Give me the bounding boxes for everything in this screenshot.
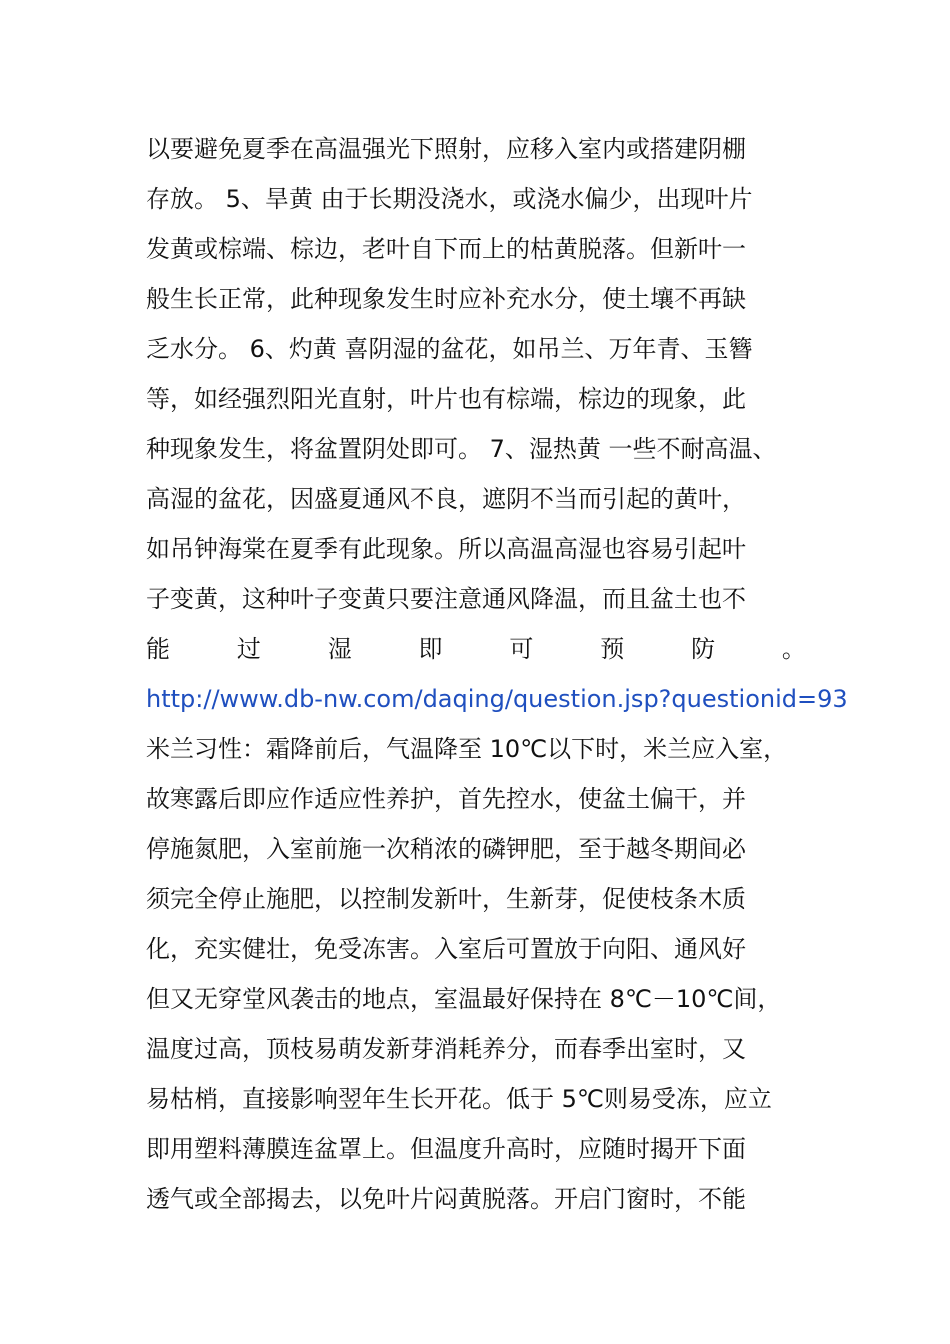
- spread-char: 。: [781, 635, 806, 663]
- spread-text-line: [146, 624, 806, 674]
- text-line: 子变黄，这种叶子变黄只要注意通风降温，而且盆土也不: [146, 585, 746, 613]
- text-line: 种现象发生，将盆置阴处即可。 7、湿热黄 一些不耐高温、: [146, 435, 777, 463]
- text-line: 米兰习性：霜降前后，气温降至 10℃以下时，米兰应入室，: [146, 735, 788, 763]
- text-line: 温度过高，顶枝易萌发新芽消耗养分，而春季出室时，又: [146, 1035, 746, 1063]
- text-line: 等，如经强烈阳光直射，叶片也有棕端，棕边的现象，此: [146, 385, 746, 413]
- text-line: 以要避免夏季在高温强光下照射，应移入室内或搭建阴棚: [146, 135, 746, 163]
- text-line: 故寒露后即应作适应性养护，首先控水，使盆土偏干，并: [146, 785, 746, 813]
- spread-char: 可: [509, 635, 534, 663]
- text-line: 般生长正常，此种现象发生时应补充水分，使土壤不再缺: [146, 285, 746, 313]
- text-line: 发黄或棕端、棕边，老叶自下而上的枯黄脱落。但新叶一: [146, 235, 746, 263]
- document-page: [146, 124, 848, 1224]
- spread-char: 防: [691, 635, 716, 663]
- source-url-link[interactable]: http://www.db-nw.com/daqing/question.jsp?questionid=93: [146, 685, 848, 713]
- text-line: 但又无穿堂风袭击的地点，室温最好保持在 8℃－10℃间，: [146, 985, 782, 1013]
- text-line: 化，充实健壮，免受冻害。入室后可置放于向阳、通风好: [146, 935, 746, 963]
- text-line: 高湿的盆花，因盛夏通风不良，遮阴不当而引起的黄叶，: [146, 485, 746, 513]
- text-line: 乏水分。 6、灼黄 喜阴湿的盆花，如吊兰、万年青、玉簪: [146, 335, 753, 363]
- text-line: 易枯梢，直接影响翌年生长开花。低于 5℃则易受冻，应立: [146, 1085, 772, 1113]
- spread-char: 过: [236, 635, 261, 663]
- text-line: 停施氮肥，入室前施一次稍浓的磷钾肥，至于越冬期间必: [146, 835, 746, 863]
- text-line: 须完全停止施肥，以控制发新叶，生新芽，促使枝条木质: [146, 885, 746, 913]
- text-line: 即用塑料薄膜连盆罩上。但温度升高时，应随时揭开下面: [146, 1135, 746, 1163]
- text-line: 存放。 5、旱黄 由于长期没浇水，或浇水偏少，出现叶片: [146, 185, 753, 213]
- spread-char: 能: [146, 635, 170, 663]
- spread-char: 湿: [327, 635, 352, 663]
- text-line: 透气或全部揭去，以免叶片闷黄脱落。开启门窗时，不能: [146, 1185, 746, 1213]
- spread-char: 预: [600, 635, 625, 663]
- text-line: 如吊钟海棠在夏季有此现象。所以高温高湿也容易引起叶: [146, 535, 746, 563]
- spread-char: 即: [418, 635, 443, 663]
